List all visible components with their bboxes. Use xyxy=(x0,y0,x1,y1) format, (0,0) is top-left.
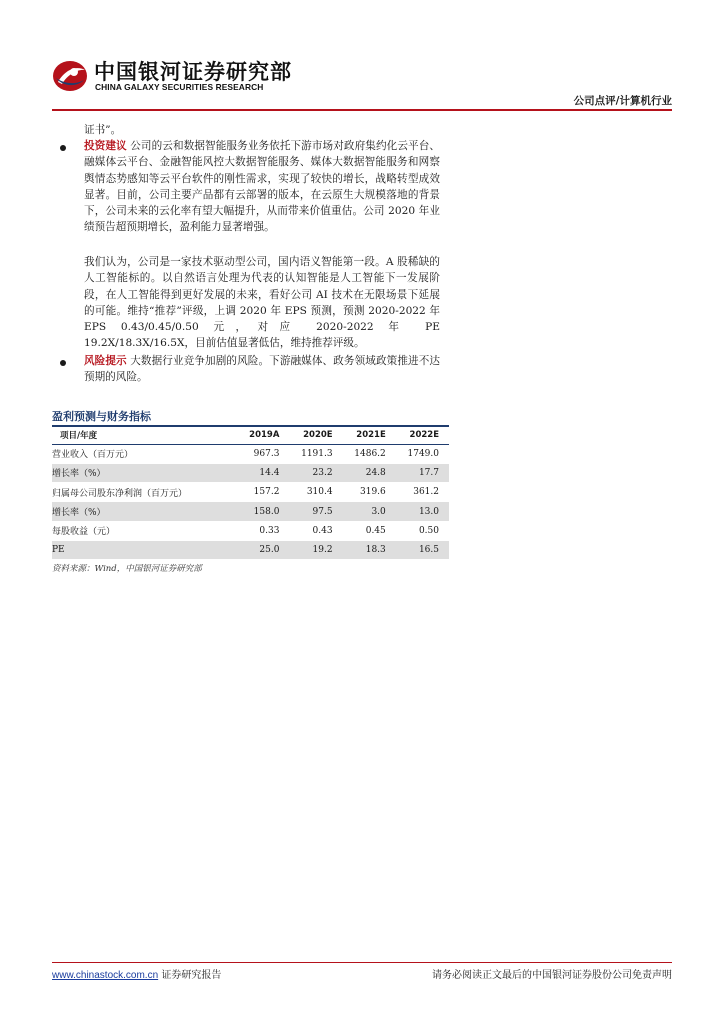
table-row xyxy=(52,444,449,463)
table-cell: 14.4 xyxy=(238,463,290,482)
company-logo xyxy=(52,56,302,96)
table-source-note: 资料来源：Wind，中国银河证券研究部 xyxy=(52,564,202,574)
table-row xyxy=(52,463,449,482)
table-cell: 18.3 xyxy=(343,540,396,559)
table-cell: 23.2 xyxy=(289,463,342,482)
table-cell: 97.5 xyxy=(289,502,342,521)
table-cell: 17.7 xyxy=(396,463,449,482)
table-cell: 25.0 xyxy=(238,540,290,559)
invest-advice-label: 投资建议 xyxy=(84,140,127,152)
footer-left xyxy=(52,966,221,981)
column-header: 2022E xyxy=(409,430,439,441)
invest-advice-text: 公司的云和数据智能服务业务依托下游市场对政府集约化云平台、融媒体云平台、金融智能风控大数据智能服务、媒体大数据智能服务和网察舆情态势感知等云平台软件的刚性需求，实现了较快的增长，战略转型成效显著。目前，公司主要产品都有云部署的版本，在云原生大规模落地的背景下，公司未来的云化率有望大幅提升，从而带来价值重估。公司 2020 年业绩预告超预期增长，盈利能力显著增强。 xyxy=(84,140,441,234)
table-cell: 319.6 xyxy=(343,483,396,502)
risk-paragraph xyxy=(84,353,440,386)
table-header-row xyxy=(52,426,449,444)
table-title: 盈利预测与财务指标 xyxy=(52,410,151,423)
logo-chinese-name: 中国银河证券研究部 xyxy=(94,60,292,84)
table-cell: 13.0 xyxy=(396,502,449,521)
footer-divider xyxy=(52,962,672,963)
table-cell: 24.8 xyxy=(343,463,396,482)
footer-report-type: 证券研究报告 xyxy=(158,970,222,981)
report-category: 公司点评/计算机行业 xyxy=(573,95,672,107)
row-label: 每股收益（元） xyxy=(52,521,238,540)
table-cell: 0.33 xyxy=(238,521,290,540)
row-label: PE xyxy=(52,540,238,559)
paragraph-continuation: 证书”。 xyxy=(84,124,122,136)
table-cell: 0.43 xyxy=(289,521,342,540)
row-label: 营业收入（百万元） xyxy=(52,444,238,463)
header-divider xyxy=(52,109,672,111)
table-cell: 1749.0 xyxy=(396,444,449,463)
table-cell: 3.0 xyxy=(343,502,396,521)
column-header: 2020E xyxy=(303,430,333,441)
table-row xyxy=(52,483,449,502)
logo-english-name: CHINA GALAXY SECURITIES RESEARCH xyxy=(95,82,264,92)
invest-advice-paragraph xyxy=(84,138,440,236)
footer-disclaimer: 请务必阅读正文最后的中国银河证券股份公司免责声明 xyxy=(432,970,672,981)
row-label: 增长率（%） xyxy=(52,463,238,482)
table-cell: 310.4 xyxy=(289,483,342,502)
bullet-icon xyxy=(60,360,66,366)
galaxy-logo-icon xyxy=(52,58,88,94)
table-cell: 361.2 xyxy=(396,483,449,502)
website-link[interactable]: www.chinastock.com.cn xyxy=(52,970,159,981)
risk-text: 大数据行业竞争加剧的风险。下游融媒体、政务领域政策推进不达预期的风险。 xyxy=(84,355,441,384)
table-cell: 1191.3 xyxy=(289,444,342,463)
table-row xyxy=(52,540,449,559)
opinion-paragraph: 我们认为，公司是一家技术驱动型公司，国内语义智能第一段。A 股稀缺的人工智能标的。以自然语言处理为代表的认知智能是人工智能下一发展阶段，在人工智能得到更好发展的未来，看好公司 AI 技术在无限场景下延展的可能。维持“推荐”评级，上调 2020 年 EPS 预测，预测 2020-2022 年 EPS 0.43/0.45/0.50 元，对应 2020-2022 年 PE 19.2X/18.3X/16.5X，目前估值显著低估，维持推荐评级。 xyxy=(84,256,440,350)
table-row xyxy=(52,502,449,521)
column-header: 项目/年度 xyxy=(60,431,98,442)
table-cell: 1486.2 xyxy=(343,444,396,463)
row-label: 增长率（%） xyxy=(52,502,238,521)
risk-label: 风险提示 xyxy=(84,355,127,367)
column-header: 2019A xyxy=(249,430,280,441)
table-cell: 16.5 xyxy=(396,540,449,559)
financial-forecast-table xyxy=(52,425,449,560)
table-cell: 157.2 xyxy=(238,483,290,502)
table-row xyxy=(52,521,449,540)
table-cell: 19.2 xyxy=(289,540,342,559)
table-cell: 0.45 xyxy=(343,521,396,540)
column-header: 2021E xyxy=(356,430,386,441)
bullet-icon xyxy=(60,145,66,151)
table-cell: 0.50 xyxy=(396,521,449,540)
row-label: 归属母公司股东净利润（百万元） xyxy=(52,483,238,502)
table-cell: 967.3 xyxy=(238,444,290,463)
table-cell: 158.0 xyxy=(238,502,290,521)
